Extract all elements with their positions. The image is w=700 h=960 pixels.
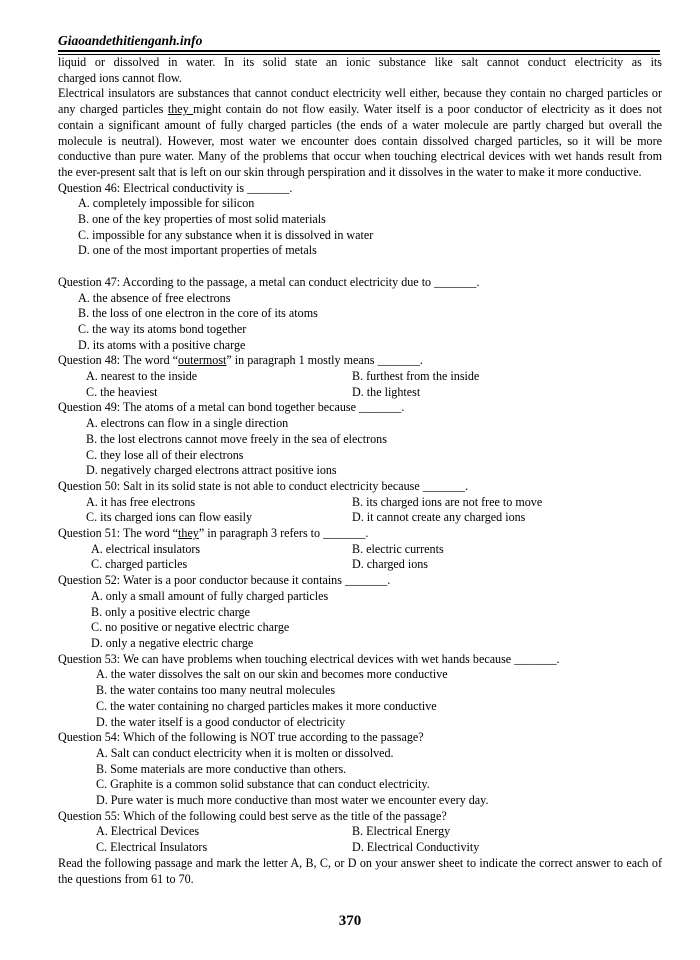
question-46-option-d: D. one of the most important properties of metals [78, 243, 317, 258]
question-51-stem-start: Question 51: The word “ [58, 526, 179, 541]
question-48-option-d: D. the lightest [352, 384, 421, 399]
paragraph-3-text-end: might contain do not flow easily. Water itself is a poor conductor of electricity as it does not contain a significant amount of fully charged particles (the ends of a water molecule are partly charged but overall the molecule is neutral). However, most water we encounter does contain dissolved charged particles, so it will be more conductive than pure water. Many of the problems that occur when touching electrical devices with wet hands result from the ever-present salt that is left on our skin through perspiration and it dissolves in the water to make it more conductive. [58, 102, 662, 179]
question-51-option-a: A. electrical insulators [91, 541, 201, 556]
question-49-option-b: B. the lost electrons cannot move freely in the sea of electrons [86, 431, 387, 446]
question-47-option-d: D. its atoms with a positive charge [78, 337, 246, 352]
question-46-option-c: C. impossible for any substance when it is dissolved in water [78, 227, 374, 242]
question-48-option-b: B. furthest from the inside [352, 369, 480, 384]
question-54-option-c: C. Graphite is a common solid substance that can conduct electricity. [96, 777, 430, 792]
site-name: Giaoandethitienganh.info [58, 33, 203, 48]
question-47-option-c: C. the way its atoms bond together [78, 321, 247, 336]
question-52-stem: Question 52: Water is a poor conductor because it contains _______. [58, 573, 391, 588]
question-51-option-b: B. electric currents [352, 541, 444, 556]
question-50-options-row-2 [58, 510, 662, 526]
question-48-target-word: outermost [178, 353, 227, 368]
question-55-options-row-2 [58, 840, 662, 856]
question-50-stem: Question 50: Salt in its solid state is not able to conduct electricity because _______. [58, 478, 469, 493]
passage-paragraph-3 [58, 86, 662, 180]
question-48-option-a: A. nearest to the inside [86, 369, 198, 384]
question-53-option-d: D. the water itself is a good conductor of electricity [96, 714, 346, 729]
question-53-option-c: C. the water containing no charged particles makes it more conductive [96, 698, 437, 713]
question-51-option-c: C. charged particles [91, 557, 188, 572]
passage-paragraph-1-end [58, 71, 662, 87]
question-55-option-a: A. Electrical Devices [96, 824, 200, 839]
question-47-stem: Question 47: According to the passage, a metal can conduct electricity due to _______. [58, 274, 480, 289]
question-50-option-d: D. it cannot create any charged ions [352, 510, 526, 525]
header-rule-thick [58, 50, 660, 52]
passage-paragraph-1 [58, 55, 662, 71]
question-48-stem-end: ” in paragraph 1 mostly means _______. [226, 353, 423, 368]
question-51-target-word: they [178, 526, 199, 541]
question-50-option-c: C. its charged ions can flow easily [86, 510, 253, 525]
question-49-option-d: D. negatively charged electrons attract positive ions [86, 463, 337, 478]
question-48-options-row-2 [58, 385, 662, 401]
paragraph-1-line-2: charged ions cannot flow. [58, 70, 182, 85]
question-55-stem: Question 55: Which of the following could best serve as the title of the passage? [58, 808, 447, 823]
question-50-options-row-1 [58, 495, 662, 511]
question-54-stem: Question 54: Which of the following is NOT true according to the passage? [58, 730, 424, 745]
question-47-option-b: B. the loss of one electron in the core of its atoms [78, 306, 318, 321]
referent-word-they: they [167, 102, 194, 117]
question-48-stem [58, 353, 662, 369]
document-body [58, 55, 662, 887]
page-number: 370 [338, 913, 362, 929]
question-55-option-d: D. Electrical Conductivity [352, 840, 480, 855]
question-51-options-row-1 [58, 542, 662, 558]
question-51-option-d: D. charged ions [352, 557, 429, 572]
question-53-option-b: B. the water contains too many neutral molecules [96, 683, 336, 698]
question-49-option-a: A. electrons can flow in a single direction [86, 416, 289, 431]
question-48-options-row-1 [58, 369, 662, 385]
question-52-option-c: C. no positive or negative electric charge [91, 620, 290, 635]
question-51-options-row-2 [58, 557, 662, 573]
question-48-option-c: C. the heaviest [86, 384, 158, 399]
question-55-option-b: B. Electrical Energy [352, 824, 451, 839]
paragraph-3-text-start: Electrical insulators are substances that cannot conduct electricity well either, because they contain no charged particles or any charged particles [58, 86, 662, 117]
question-48-stem-start: Question 48: The word “ [58, 353, 179, 368]
question-50-option-b: B. its charged ions are not free to move [352, 494, 543, 509]
question-50-option-a: A. it has free electrons [86, 494, 196, 509]
question-52-option-a: A. only a small amount of fully charged particles [91, 588, 329, 603]
question-54-option-b: B. Some materials are more conductive than others. [96, 761, 347, 776]
question-46-stem: Question 46: Electrical conductivity is _______. [58, 180, 293, 195]
paragraph-1-line-1: liquid or dissolved in water. In its solid state an ionic substance like salt cannot conduct electricity as its [58, 55, 662, 69]
question-46-option-a: A. completely impossible for silicon [78, 196, 255, 211]
question-51-stem [58, 526, 662, 542]
page-header [58, 33, 660, 48]
question-51-stem-end: ” in paragraph 3 refers to _______. [198, 526, 369, 541]
question-55-option-c: C. Electrical Insulators [96, 840, 208, 855]
next-passage-instruction: Read the following passage and mark the letter A, B, C, or D on your answer sheet to indicate the correct answer to each of the questions from 61 to 70. [58, 855, 662, 886]
question-46-option-b: B. one of the key properties of most solid materials [78, 212, 326, 227]
question-53-option-a: A. the water dissolves the salt on our skin and becomes more conductive [96, 667, 448, 682]
question-53-stem: Question 53: We can have problems when touching electrical devices with wet hands because _______. [58, 651, 560, 666]
question-54-option-d: D. Pure water is much more conductive than most water we encounter every day. [96, 793, 489, 808]
question-55-options-row-1 [58, 824, 662, 840]
question-47-option-a: A. the absence of free electrons [78, 290, 231, 305]
question-49-option-c: C. they lose all of their electrons [86, 447, 244, 462]
question-52-option-d: D. only a negative electric charge [91, 636, 254, 650]
question-49-stem: Question 49: The atoms of a metal can bond together because _______. [58, 400, 405, 415]
question-54-option-a: A. Salt can conduct electricity when it is molten or dissolved. [96, 745, 394, 760]
question-52-option-b: B. only a positive electric charge [91, 604, 250, 619]
blank-line [58, 259, 662, 275]
